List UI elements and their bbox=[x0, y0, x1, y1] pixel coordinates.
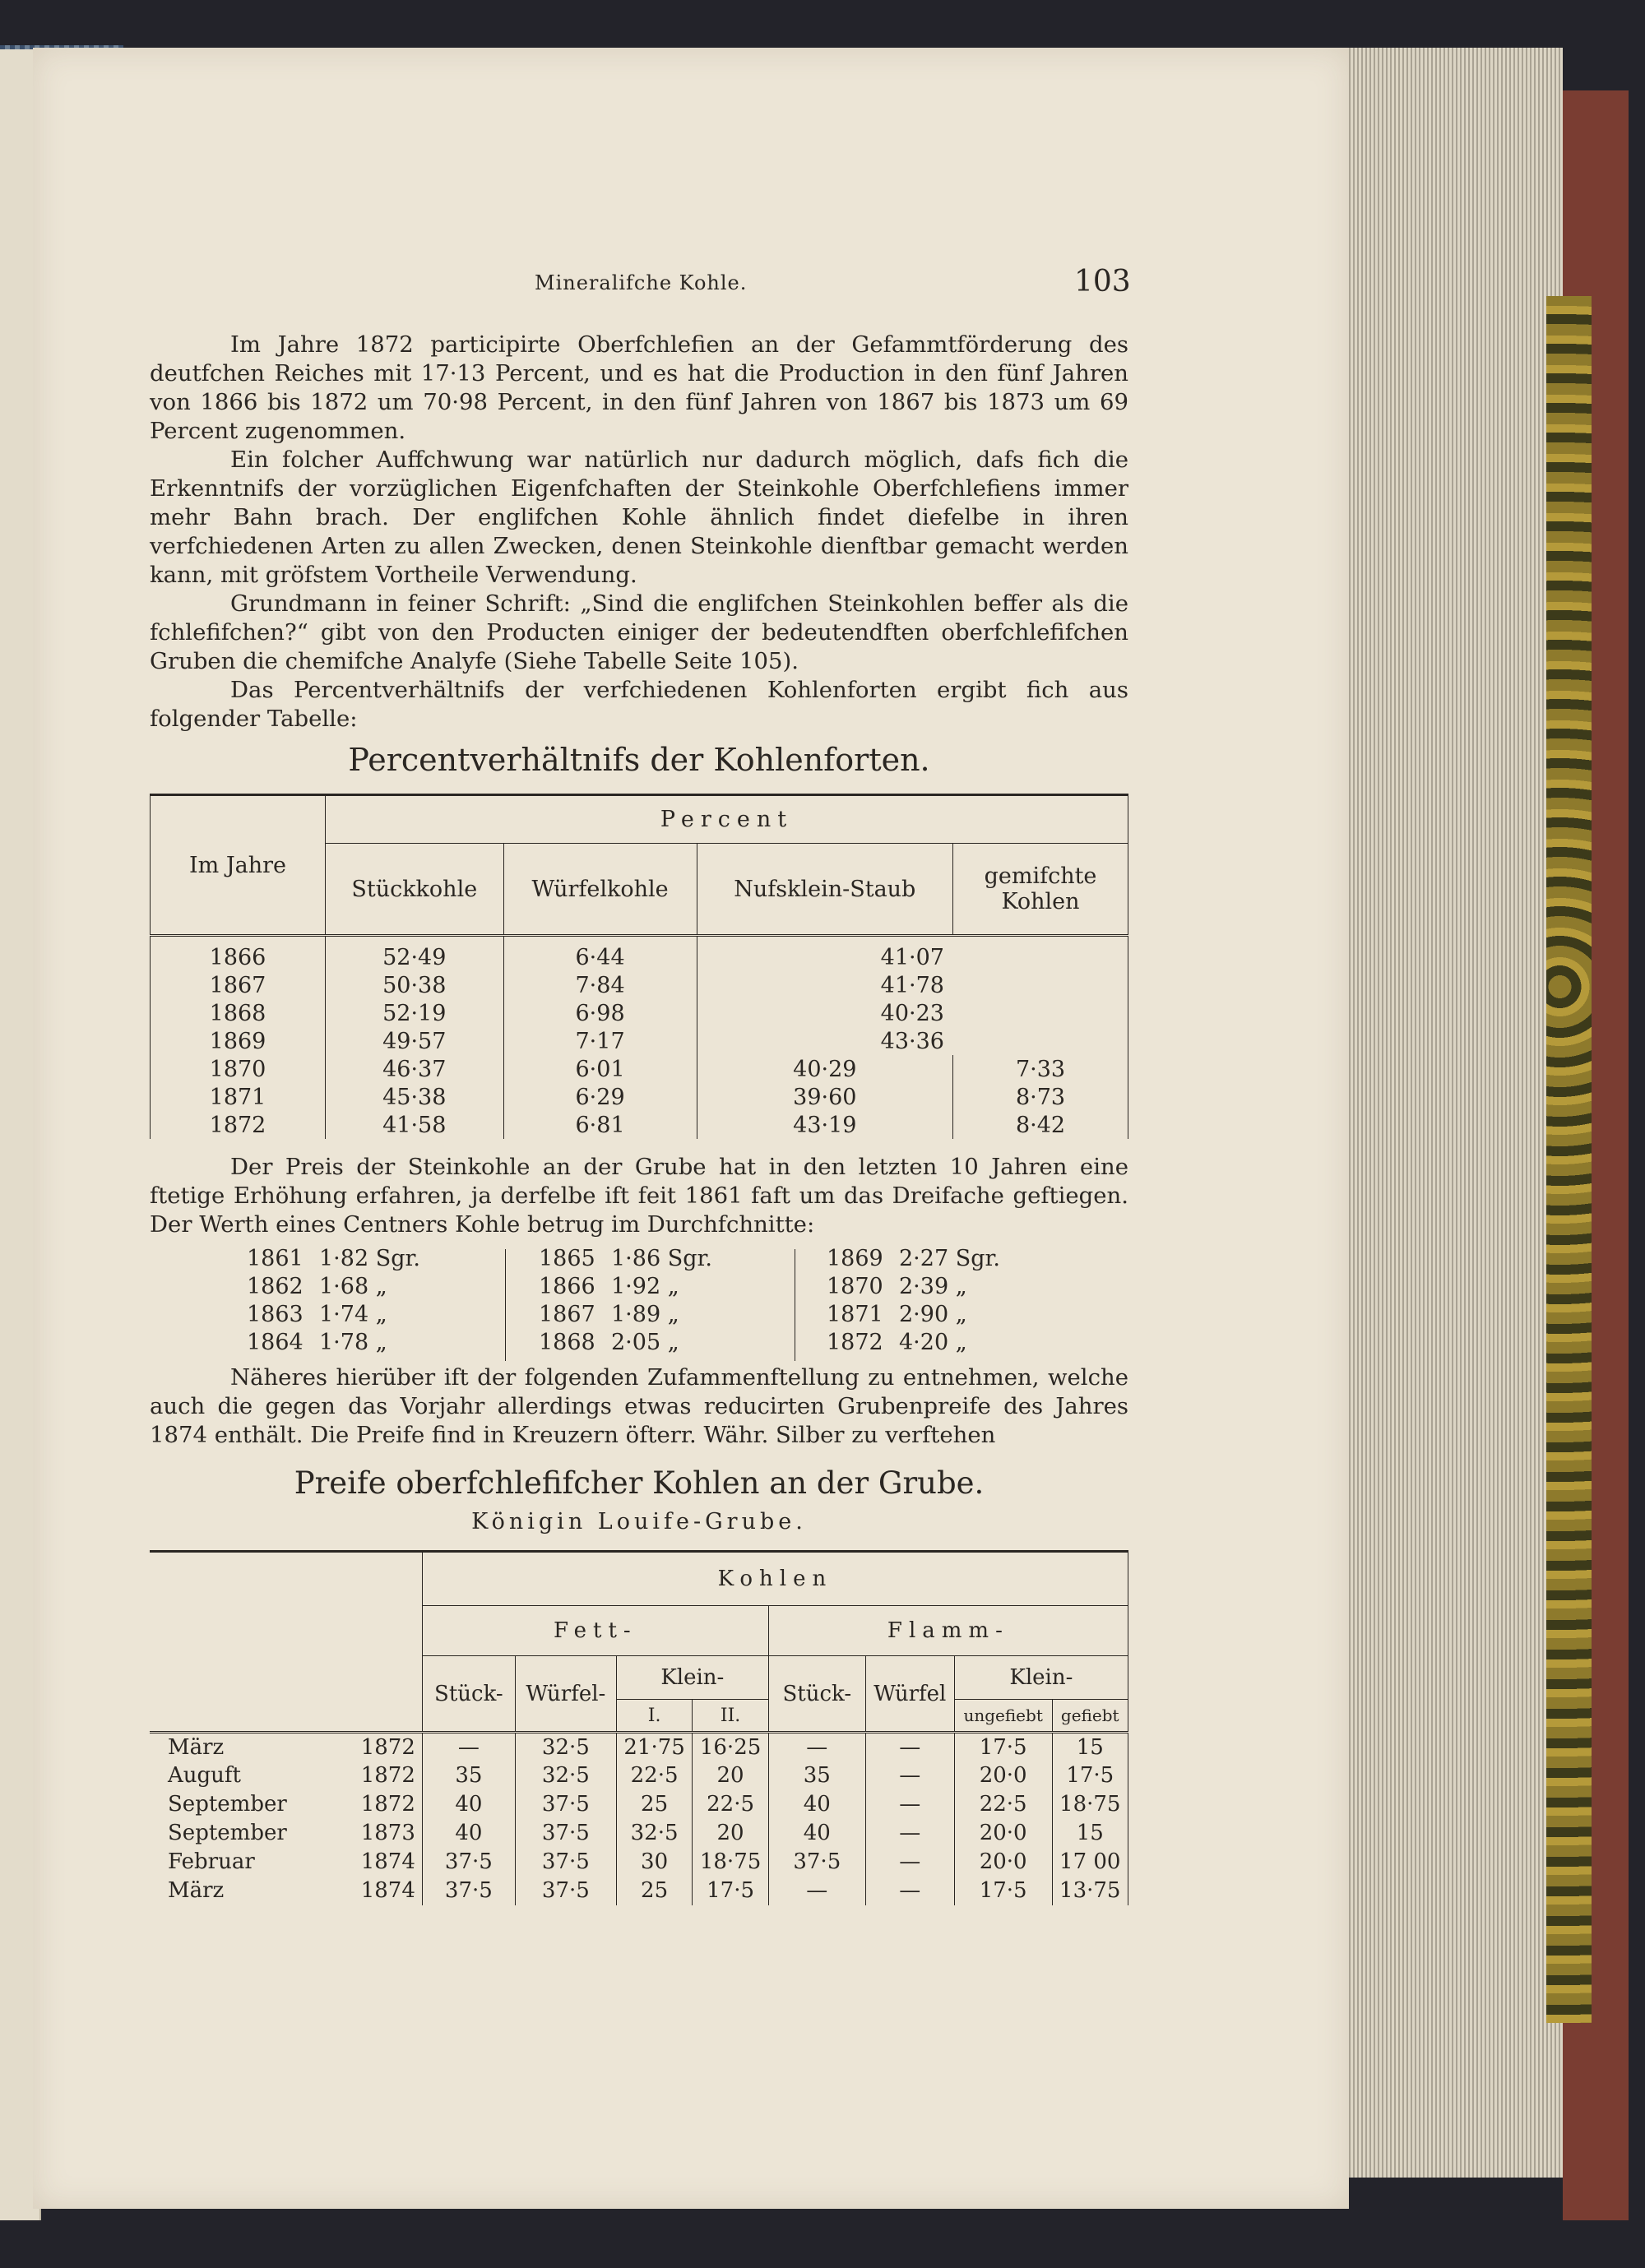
table2-subtitle: Königin Louife-Grube. bbox=[471, 1509, 807, 1534]
table1-title: Percentverhältnifs der Kohlenforten. bbox=[348, 742, 930, 778]
table-row: Auguft 1872 35 32·5 22·5 20 35 — 20·0 17·5 bbox=[150, 1761, 1128, 1790]
price-entry: 1867 1·89 „ bbox=[539, 1302, 679, 1327]
table-row: 1866 52·49 6·44 41·07 bbox=[151, 936, 1128, 972]
col-stueckkohle: Stückkohle bbox=[326, 844, 504, 936]
col-fett-stueck: Stück- bbox=[422, 1656, 515, 1733]
col-fett-wuerfel: Würfel- bbox=[515, 1656, 616, 1733]
paragraph: Grundmann in feiner Schrift: „Sind die englifchen Steinkohlen beffer als die fchlefifchen?“ gibt von den Producten einiger der bedeutendften oberfchlefifchen Gruben die chemifche Analyfe (Siehe Tabelle Seite 105). bbox=[150, 590, 1128, 674]
price-entry: 1865 1·86 Sgr. bbox=[539, 1246, 713, 1271]
col-fett-klein: Klein- bbox=[616, 1656, 768, 1700]
paragraph: Ein folcher Auffchwung war natürlich nur dadurch möglich, dafs fich die Erkenntnifs der vorzüglichen Eigenfchaften der Steinkohle Oberfchlefiens immer mehr Bahn brach. Der englifchen Kohle ähnlich findet diefelbe in ihren verfchiedenen Arten zu allen Zwecken, denen Steinkohle dienftbar gemacht werden kann, mit gröfstem Vortheile Verwendung. bbox=[150, 447, 1128, 588]
col-flamm-klein: Klein- bbox=[954, 1656, 1128, 1700]
flamm-header: Flamm- bbox=[768, 1606, 1128, 1656]
price-entry: 1866 1·92 „ bbox=[539, 1274, 679, 1299]
price-column bbox=[539, 1246, 785, 1358]
paragraph: Näheres hierüber ift der folgenden Zufammenftellung zu entnehmen, welche auch die gegen das Vorjahr allerdings etwas reducirten Grubenpreife des Jahres 1874 enthält. Die Preife find in Kreuzern öfterr. Währ. Silber zu verftehen bbox=[150, 1364, 1128, 1448]
price-entry: 1872 4·20 „ bbox=[827, 1330, 967, 1355]
table-row: 1867 50·38 7·84 41·78 bbox=[151, 971, 1128, 999]
paragraph: Das Percentverhältnifs der verfchiedenen Kohlenforten ergibt fich aus folgender Tabelle: bbox=[150, 677, 1128, 732]
table-row: März 1872 — 32·5 21·75 16·25 — — 17·5 15 bbox=[150, 1733, 1128, 1761]
percent-table bbox=[150, 794, 1128, 1139]
price-entry: 1870 2·39 „ bbox=[827, 1274, 967, 1299]
intro-text bbox=[150, 331, 1128, 734]
col-gemischte: gemifchte Kohlen bbox=[953, 844, 1128, 936]
price-entry: 1864 1·78 „ bbox=[247, 1330, 387, 1355]
col-nussklein: Nufsklein-Staub bbox=[697, 844, 952, 936]
table-row: 1869 49·57 7·17 43·36 bbox=[151, 1027, 1128, 1055]
paragraph: Der Preis der Steinkohle an der Grube hat in den letzten 10 Jahren eine ftetige Erhöhung erfahren, ja derfelbe ift feit 1861 faft um das Dreifache geftiegen. Der Werth eines Centners Kohle betrug im Durchfchnitte: bbox=[150, 1154, 1128, 1238]
price-entry: 1863 1·74 „ bbox=[247, 1302, 387, 1327]
col-klein-2: II. bbox=[693, 1700, 768, 1733]
row-header-blank bbox=[150, 1552, 422, 1733]
col-klein-1: I. bbox=[616, 1700, 692, 1733]
col-gesiebt: gefiebt bbox=[1052, 1700, 1128, 1733]
table-row: März 1874 37·5 37·5 25 17·5 — — 17·5 13·75 bbox=[150, 1877, 1128, 1905]
price-entry: 1871 2·90 „ bbox=[827, 1302, 967, 1327]
table-row: September 1873 40 37·5 32·5 20 40 — 20·0 15 bbox=[150, 1819, 1128, 1848]
table-row: September 1872 40 37·5 25 22·5 40 — 22·5 18·75 bbox=[150, 1790, 1128, 1819]
table-row: Februar 1874 37·5 37·5 30 18·75 37·5 — 20·0 17 00 bbox=[150, 1848, 1128, 1877]
price-entry: 1868 2·05 „ bbox=[539, 1330, 679, 1355]
col-wuerfelkohle: Würfelkohle bbox=[503, 844, 697, 936]
table-row: 1868 52·19 6·98 40·23 bbox=[151, 999, 1128, 1027]
table2-title: Preife oberfchlefifcher Kohlen an der Grube. bbox=[294, 1465, 985, 1501]
fett-header: Fett- bbox=[422, 1606, 768, 1656]
col-flamm-wuerfel: Würfel bbox=[865, 1656, 954, 1733]
price-column bbox=[827, 1246, 1073, 1358]
page-number: 103 bbox=[1074, 265, 1131, 299]
table-row: 1871 45·38 6·29 39·60 8·73 bbox=[151, 1083, 1128, 1111]
price-entry: 1869 2·27 Sgr. bbox=[827, 1246, 1001, 1271]
column-rule bbox=[505, 1249, 506, 1361]
col-year-header: Im Jahre bbox=[151, 795, 326, 936]
prices-table bbox=[150, 1550, 1128, 1905]
price-column bbox=[247, 1246, 494, 1358]
price-note-text bbox=[150, 1363, 1128, 1450]
running-title: Mineralifche Kohle. bbox=[535, 271, 748, 294]
price-intro-text bbox=[150, 1153, 1128, 1239]
kohlen-header: Kohlen bbox=[422, 1552, 1128, 1606]
price-entry: 1861 1·82 Sgr. bbox=[247, 1246, 421, 1271]
table-row: 1870 46·37 6·01 40·29 7·33 bbox=[151, 1055, 1128, 1083]
percent-group-header: Percent bbox=[326, 795, 1128, 844]
col-ungesiebt: ungefiebt bbox=[954, 1700, 1052, 1733]
col-flamm-stueck: Stück- bbox=[768, 1656, 865, 1733]
marbled-edge bbox=[1546, 296, 1592, 2023]
paragraph: Im Jahre 1872 participirte Oberfchlefien an der Gefammtförderung des deutfchen Reiches mit 17·13 Percent, und es hat die Production in den fünf Jahren von 1866 bis 1872 um 70·98 Percent, in den fünf Jahren von 1867 bis 1873 um 69 Percent zugenommen. bbox=[150, 331, 1128, 444]
page-block-edges bbox=[1349, 48, 1563, 2178]
price-entry: 1862 1·68 „ bbox=[247, 1274, 387, 1299]
table-row: 1872 41·58 6·81 43·19 8·42 bbox=[151, 1111, 1128, 1139]
